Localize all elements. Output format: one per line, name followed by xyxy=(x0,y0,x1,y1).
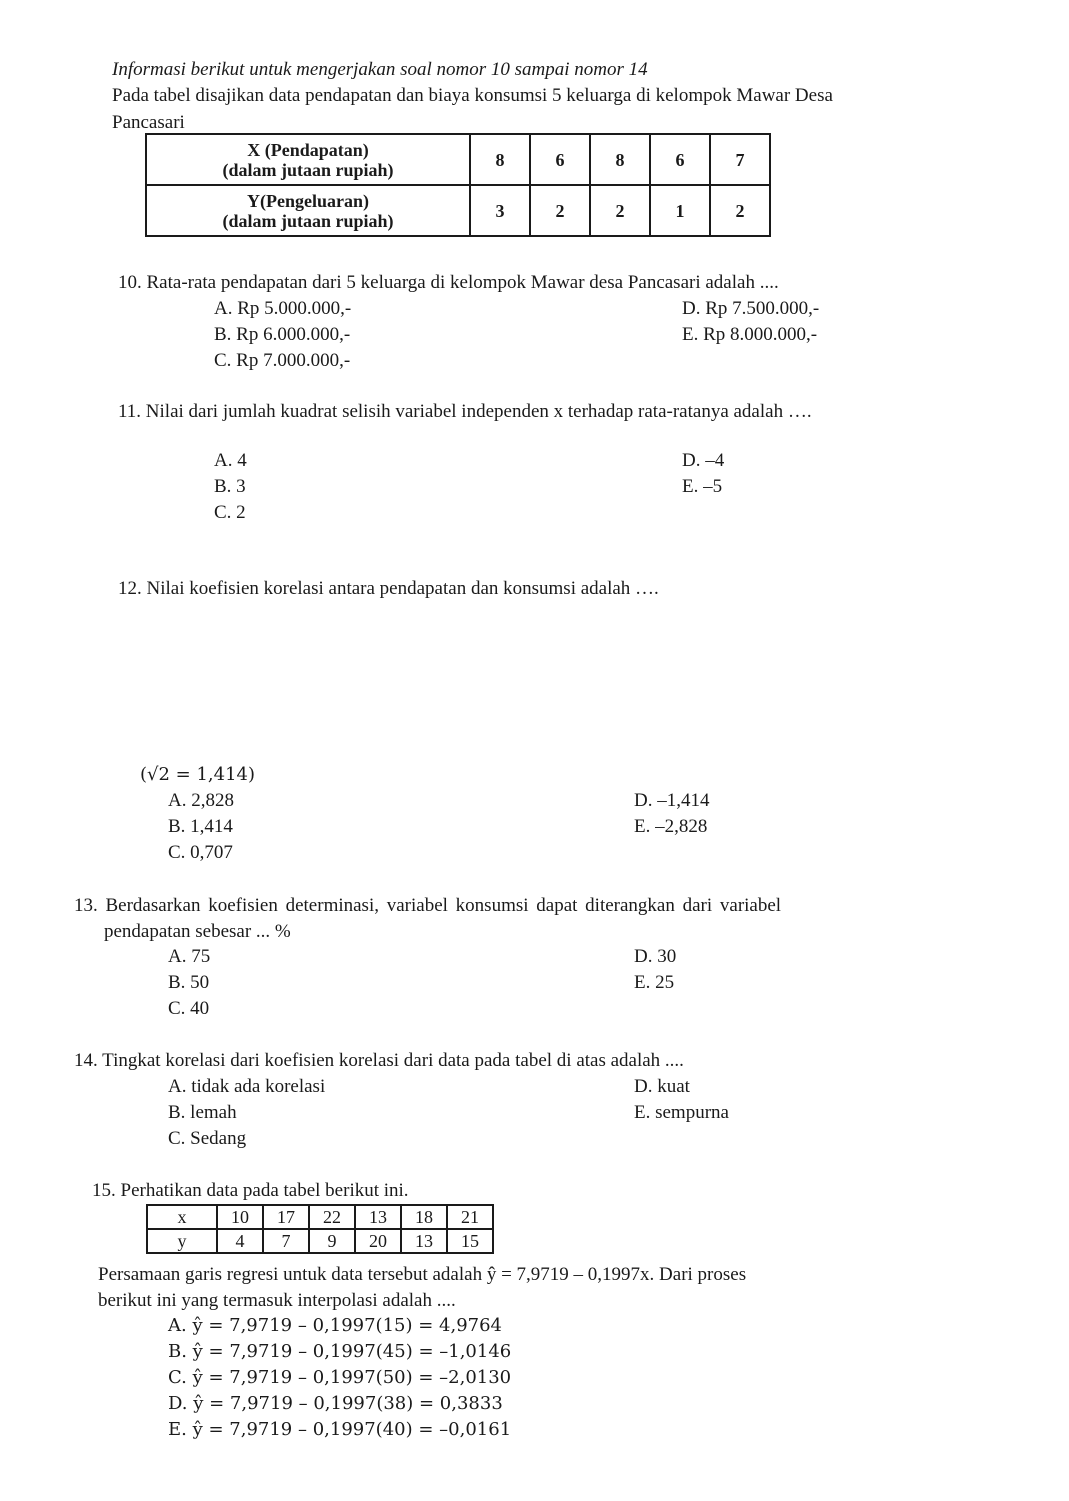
income-consumption-table xyxy=(145,133,771,237)
table-cell: 13 xyxy=(355,1205,401,1229)
table-cell: 9 xyxy=(309,1229,355,1253)
row-x-label-2: (dalam jutaan rupiah) xyxy=(222,159,394,180)
row-y-header xyxy=(146,185,470,236)
q12-option-a: A. 2,828 xyxy=(168,790,234,811)
question-15-regression: Persamaan garis regresi untuk data tersebut adalah ŷ = 7,9719 – 0,1997x. Dari proses xyxy=(98,1264,747,1285)
q10-option-a: A. Rp 5.000.000,- xyxy=(214,298,352,319)
table-row-x xyxy=(147,1205,493,1229)
q13-option-e: E. 25 xyxy=(634,972,675,993)
table-cell: 7 xyxy=(263,1229,309,1253)
q11-option-c: C. 2 xyxy=(214,502,246,523)
question-11: 11. Nilai dari jumlah kuadrat selisih variabel independen x terhadap rata-ratanya adalah …. xyxy=(118,401,812,422)
table-cell: 2 xyxy=(590,185,650,236)
intro-heading: Informasi berikut untuk mengerjakan soal nomor 10 sampai nomor 14 xyxy=(112,59,648,80)
question-14: 14. Tingkat korelasi dari koefisien korelasi dari data pada tabel di atas adalah .... xyxy=(74,1050,684,1071)
q11-option-b: B. 3 xyxy=(214,476,246,497)
question-10: 10. Rata-rata pendapatan dari 5 keluarga di kelompok Mawar desa Pancasari adalah .... xyxy=(118,272,779,293)
table-cell: 2 xyxy=(530,185,590,236)
q12-option-b: B. 1,414 xyxy=(168,816,233,837)
table-cell: 2 xyxy=(710,185,770,236)
q13-option-b: B. 50 xyxy=(168,972,210,993)
table-cell: 18 xyxy=(401,1205,447,1229)
q15-option-d: D. ŷ = 7,9719 – 0,1997(38) = 0,3833 xyxy=(168,1393,503,1414)
q15-option-b: B. ŷ = 7,9719 – 0,1997(45) = –1,0146 xyxy=(168,1341,512,1362)
table-cell: 8 xyxy=(590,134,650,185)
table-cell: 20 xyxy=(355,1229,401,1253)
row-x-label-1: X (Pendapatan) xyxy=(247,139,369,160)
table-cell: 6 xyxy=(530,134,590,185)
table-row-x xyxy=(146,134,770,185)
question-13-line-2: pendapatan sebesar ... % xyxy=(104,921,291,942)
table-cell: 7 xyxy=(710,134,770,185)
x-header: x xyxy=(147,1205,217,1229)
row-y-label-2: (dalam jutaan rupiah) xyxy=(222,210,394,231)
q11-option-d: D. –4 xyxy=(682,450,725,471)
q13-option-a: A. 75 xyxy=(168,946,211,967)
q13-option-c: C. 40 xyxy=(168,998,210,1019)
q10-option-b: B. Rp 6.000.000,- xyxy=(214,324,351,345)
q14-option-e: E. sempurna xyxy=(634,1102,729,1123)
intro-line-2: Pancasari xyxy=(112,112,185,133)
table-cell: 21 xyxy=(447,1205,493,1229)
table-cell: 15 xyxy=(447,1229,493,1253)
q14-option-a: A. tidak ada korelasi xyxy=(168,1076,326,1097)
q12-sqrt-hint: (√2 = 1,414) xyxy=(140,764,256,785)
q11-option-a: A. 4 xyxy=(214,450,247,471)
q12-option-d: D. –1,414 xyxy=(634,790,710,811)
q14-option-b: B. lemah xyxy=(168,1102,237,1123)
q15-option-c: C. ŷ = 7,9719 – 0,1997(50) = –2,0130 xyxy=(168,1367,512,1388)
table-row-y xyxy=(146,185,770,236)
table-cell: 22 xyxy=(309,1205,355,1229)
row-x-header xyxy=(146,134,470,185)
regression-table xyxy=(146,1204,494,1254)
question-15-prompt: berikut ini yang termasuk interpolasi adalah .... xyxy=(98,1290,456,1311)
table-cell: 6 xyxy=(650,134,710,185)
q12-option-c: C. 0,707 xyxy=(168,842,233,863)
q14-option-c: C. Sedang xyxy=(168,1128,247,1149)
q10-option-c: C. Rp 7.000.000,- xyxy=(214,350,351,371)
question-15: 15. Perhatikan data pada tabel berikut ini. xyxy=(92,1180,409,1201)
q10-option-e: E. Rp 8.000.000,- xyxy=(682,324,818,345)
table-cell: 10 xyxy=(217,1205,263,1229)
table-cell: 1 xyxy=(650,185,710,236)
intro-line-1: Pada tabel disajikan data pendapatan dan biaya konsumsi 5 keluarga di kelompok Mawar Desa xyxy=(112,85,833,106)
q14-option-d: D. kuat xyxy=(634,1076,690,1097)
q13-option-d: D. 30 xyxy=(634,946,677,967)
table-cell: 17 xyxy=(263,1205,309,1229)
q10-option-d: D. Rp 7.500.000,- xyxy=(682,298,820,319)
table-cell: 13 xyxy=(401,1229,447,1253)
q12-option-e: E. –2,828 xyxy=(634,816,708,837)
table-cell: 3 xyxy=(470,185,530,236)
question-12: 12. Nilai koefisien korelasi antara pendapatan dan konsumsi adalah …. xyxy=(118,578,659,599)
table-cell: 4 xyxy=(217,1229,263,1253)
q11-option-e: E. –5 xyxy=(682,476,723,497)
y-header: y xyxy=(147,1229,217,1253)
question-13-line-1: 13. Berdasarkan koefisien determinasi, variabel konsumsi dapat diterangkan dari variabel xyxy=(74,895,782,916)
row-y-label-1: Y(Pengeluaran) xyxy=(247,190,369,211)
q15-option-a: A. ŷ = 7,9719 – 0,1997(15) = 4,9764 xyxy=(168,1315,503,1336)
table-cell: 8 xyxy=(470,134,530,185)
q15-option-e: E. ŷ = 7,9719 – 0,1997(40) = –0,0161 xyxy=(168,1419,512,1440)
table-row-y xyxy=(147,1229,493,1253)
